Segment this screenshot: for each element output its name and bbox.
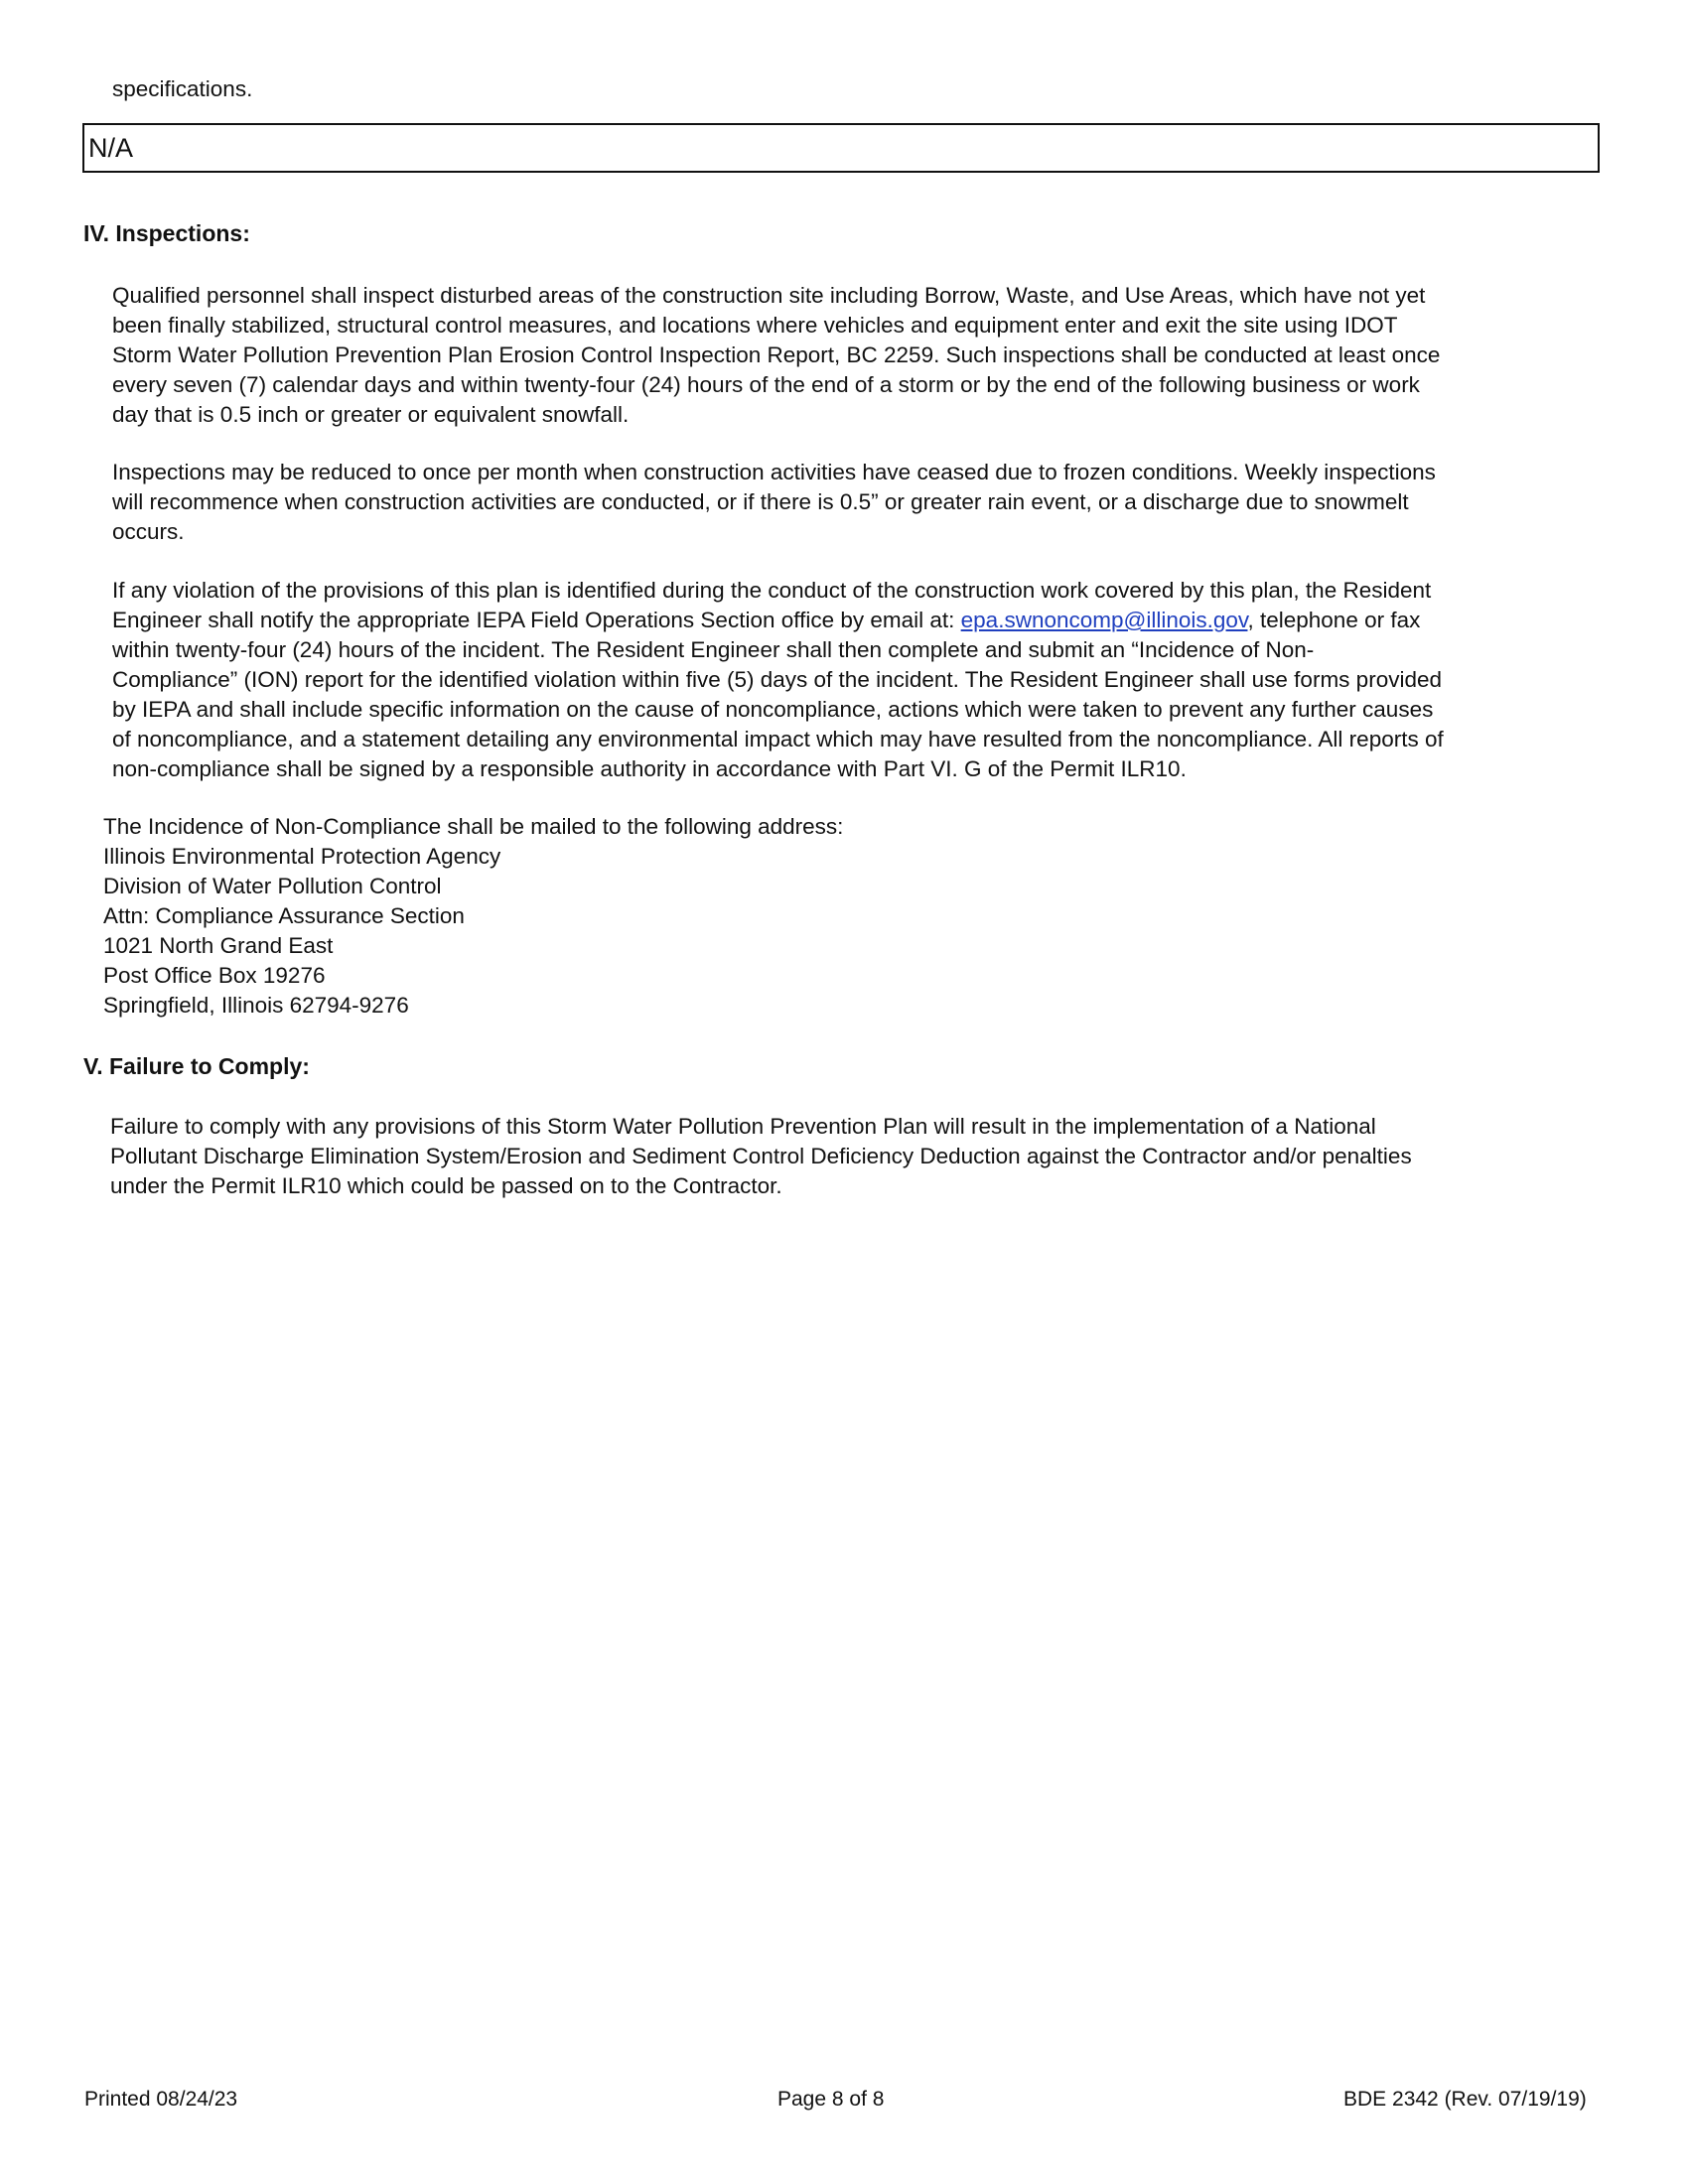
response-box (82, 123, 1600, 173)
paragraph-line: Qualified personnel shall inspect disturbed areas of the construction site including Borrow, Waste, and Use Areas, which have not yet (112, 283, 1426, 308)
address-line: Illinois Environmental Protection Agency (103, 844, 501, 869)
paragraph-line: of noncompliance, and a statement detailing any environmental impact which may have resulted from the noncompliance. All reports of (112, 727, 1444, 751)
paragraph-line: occurs. (112, 519, 185, 544)
paragraph-line: by IEPA and shall include specific information on the cause of noncompliance, actions which were taken to prevent any further causes (112, 697, 1434, 722)
address-intro: The Incidence of Non-Compliance shall be mailed to the following address: (103, 814, 844, 839)
footer-printed-date: Printed 08/24/23 (84, 2088, 238, 2111)
address-line: Post Office Box 19276 (103, 963, 326, 988)
response-value: N/A (88, 133, 134, 163)
address-line: Division of Water Pollution Control (103, 874, 442, 898)
address-line: Springfield, Illinois 62794-9276 (103, 993, 409, 1018)
paragraph-line: Storm Water Pollution Prevention Plan Erosion Control Inspection Report, BC 2259. Such inspections shall be conducted at least once (112, 342, 1441, 367)
paragraph-line: Failure to comply with any provisions of this Storm Water Pollution Prevention Plan will result in the implementation of a National (110, 1114, 1376, 1139)
paragraph-line: will recommence when construction activities are conducted, or if there is 0.5” or greater rain event, or a discharge due to snowmelt (112, 489, 1409, 514)
paragraph-line: non-compliance shall be signed by a responsible authority in accordance with Part VI. G of the Permit ILR10. (112, 756, 1187, 781)
footer-form-number: BDE 2342 (Rev. 07/19/19) (1343, 2088, 1587, 2111)
section-v-heading: V. Failure to Comply: (83, 1053, 310, 1079)
footer-page-number: Page 8 of 8 (777, 2088, 885, 2111)
paragraph-line: been finally stabilized, structural control measures, and locations where vehicles and equipment enter and exit the site using IDOT (112, 313, 1398, 338)
paragraph-line: within twenty-four (24) hours of the incident. The Resident Engineer shall then complete and submit an “Incidence of Non- (112, 637, 1315, 662)
address-line: 1021 North Grand East (103, 933, 334, 958)
email-lead-text: Engineer shall notify the appropriate IEPA Field Operations Section office by email at: (112, 608, 961, 632)
mailing-address-block (103, 812, 1096, 1021)
inspections-paragraph-2 (112, 458, 1612, 547)
paragraph-line: Inspections may be reduced to once per month when construction activities have ceased due to frozen conditions. Weekly inspections (112, 460, 1436, 484)
continuation-text: specifications. (112, 76, 253, 101)
failure-paragraph (110, 1112, 1610, 1201)
inspections-paragraph-3 (112, 576, 1612, 784)
inspections-paragraph-1 (112, 281, 1612, 430)
paragraph-line: every seven (7) calendar days and within twenty-four (24) hours of the end of a storm or by the end of the following business or work (112, 372, 1420, 397)
paragraph-line: under the Permit ILR10 which could be passed on to the Contractor. (110, 1173, 782, 1198)
paragraph-line: Compliance” (ION) report for the identified violation within five (5) days of the incident. The Resident Engineer shall use forms provided (112, 667, 1442, 692)
paragraph-line: Pollutant Discharge Elimination System/Erosion and Sediment Control Deficiency Deduction against the Contractor and/or penalties (110, 1144, 1412, 1168)
paragraph-line: If any violation of the provisions of this plan is identified during the conduct of the construction work covered by this plan, the Resident (112, 578, 1432, 603)
iepa-email-link[interactable]: epa.swnoncomp@illinois.gov (960, 608, 1248, 632)
paragraph-line: day that is 0.5 inch or greater or equivalent snowfall. (112, 402, 630, 427)
paragraph-line-email (112, 606, 1612, 635)
address-line: Attn: Compliance Assurance Section (103, 903, 465, 928)
email-trail-text: , telephone or fax (1247, 608, 1421, 632)
section-iv-heading: IV. Inspections: (83, 220, 250, 246)
